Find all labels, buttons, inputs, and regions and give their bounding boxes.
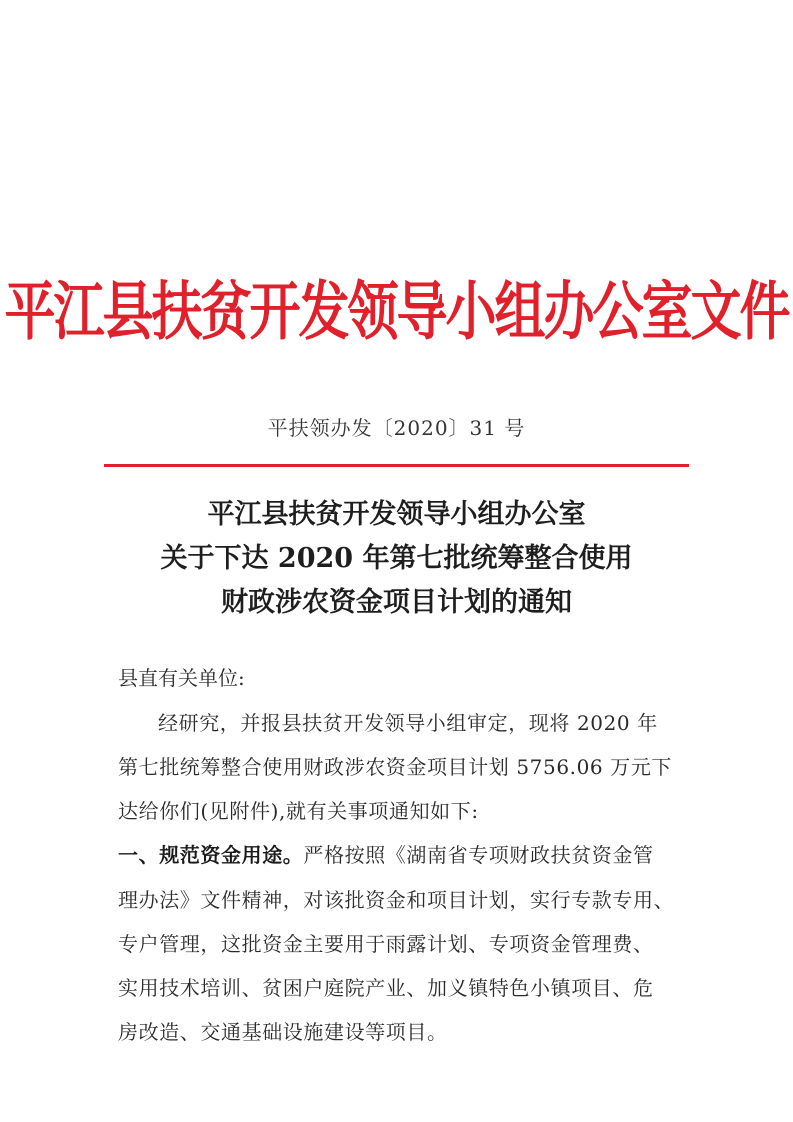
intro-line-2: 第七批统筹整合使用财政涉农资金项目计划 5756.06 万元下 — [118, 755, 673, 779]
document-number: 平扶领办发〔2020〕31 号 — [267, 416, 526, 440]
title-line-3: 财政涉农资金项目计划的通知 — [221, 587, 572, 618]
section-1-line-1 — [118, 839, 654, 868]
section-1-line-4: 实用技术培训、贫困户庭院产业、加义镇特色小镇项目、危 — [118, 976, 654, 1000]
section-1-line-5: 房改造、交通基础设施建设等项目。 — [118, 1020, 448, 1044]
intro-line-1: 经研究，并报县扶贫开发领导小组审定，现将 2020 年 — [158, 711, 658, 735]
section-1-line-2: 理办法》文件精神，对该批资金和项目计划，实行专款专用、 — [118, 888, 675, 912]
section-1-line-1-text: 严格按照《湖南省专项财政扶贫资金管 — [303, 843, 654, 867]
notice-title — [0, 493, 793, 625]
red-divider-line — [104, 464, 689, 467]
intro-line-3: 达给你们(见附件),就有关事项通知如下: — [118, 799, 479, 823]
salutation: 县直有关单位: — [118, 666, 245, 690]
document-masthead: 平江县扶贫开发领导小组办公室文件 — [4, 274, 789, 350]
section-1-line-3: 专户管理，这批资金主要用于雨露计划、专项资金管理费、 — [118, 932, 654, 956]
section-1-heading: 一、规范资金用途。 — [118, 843, 304, 867]
title-line-1: 平江县扶贫开发领导小组办公室 — [207, 499, 586, 530]
title-line-2: 关于下达 2020 年第七批统筹整合使用 — [160, 543, 633, 574]
